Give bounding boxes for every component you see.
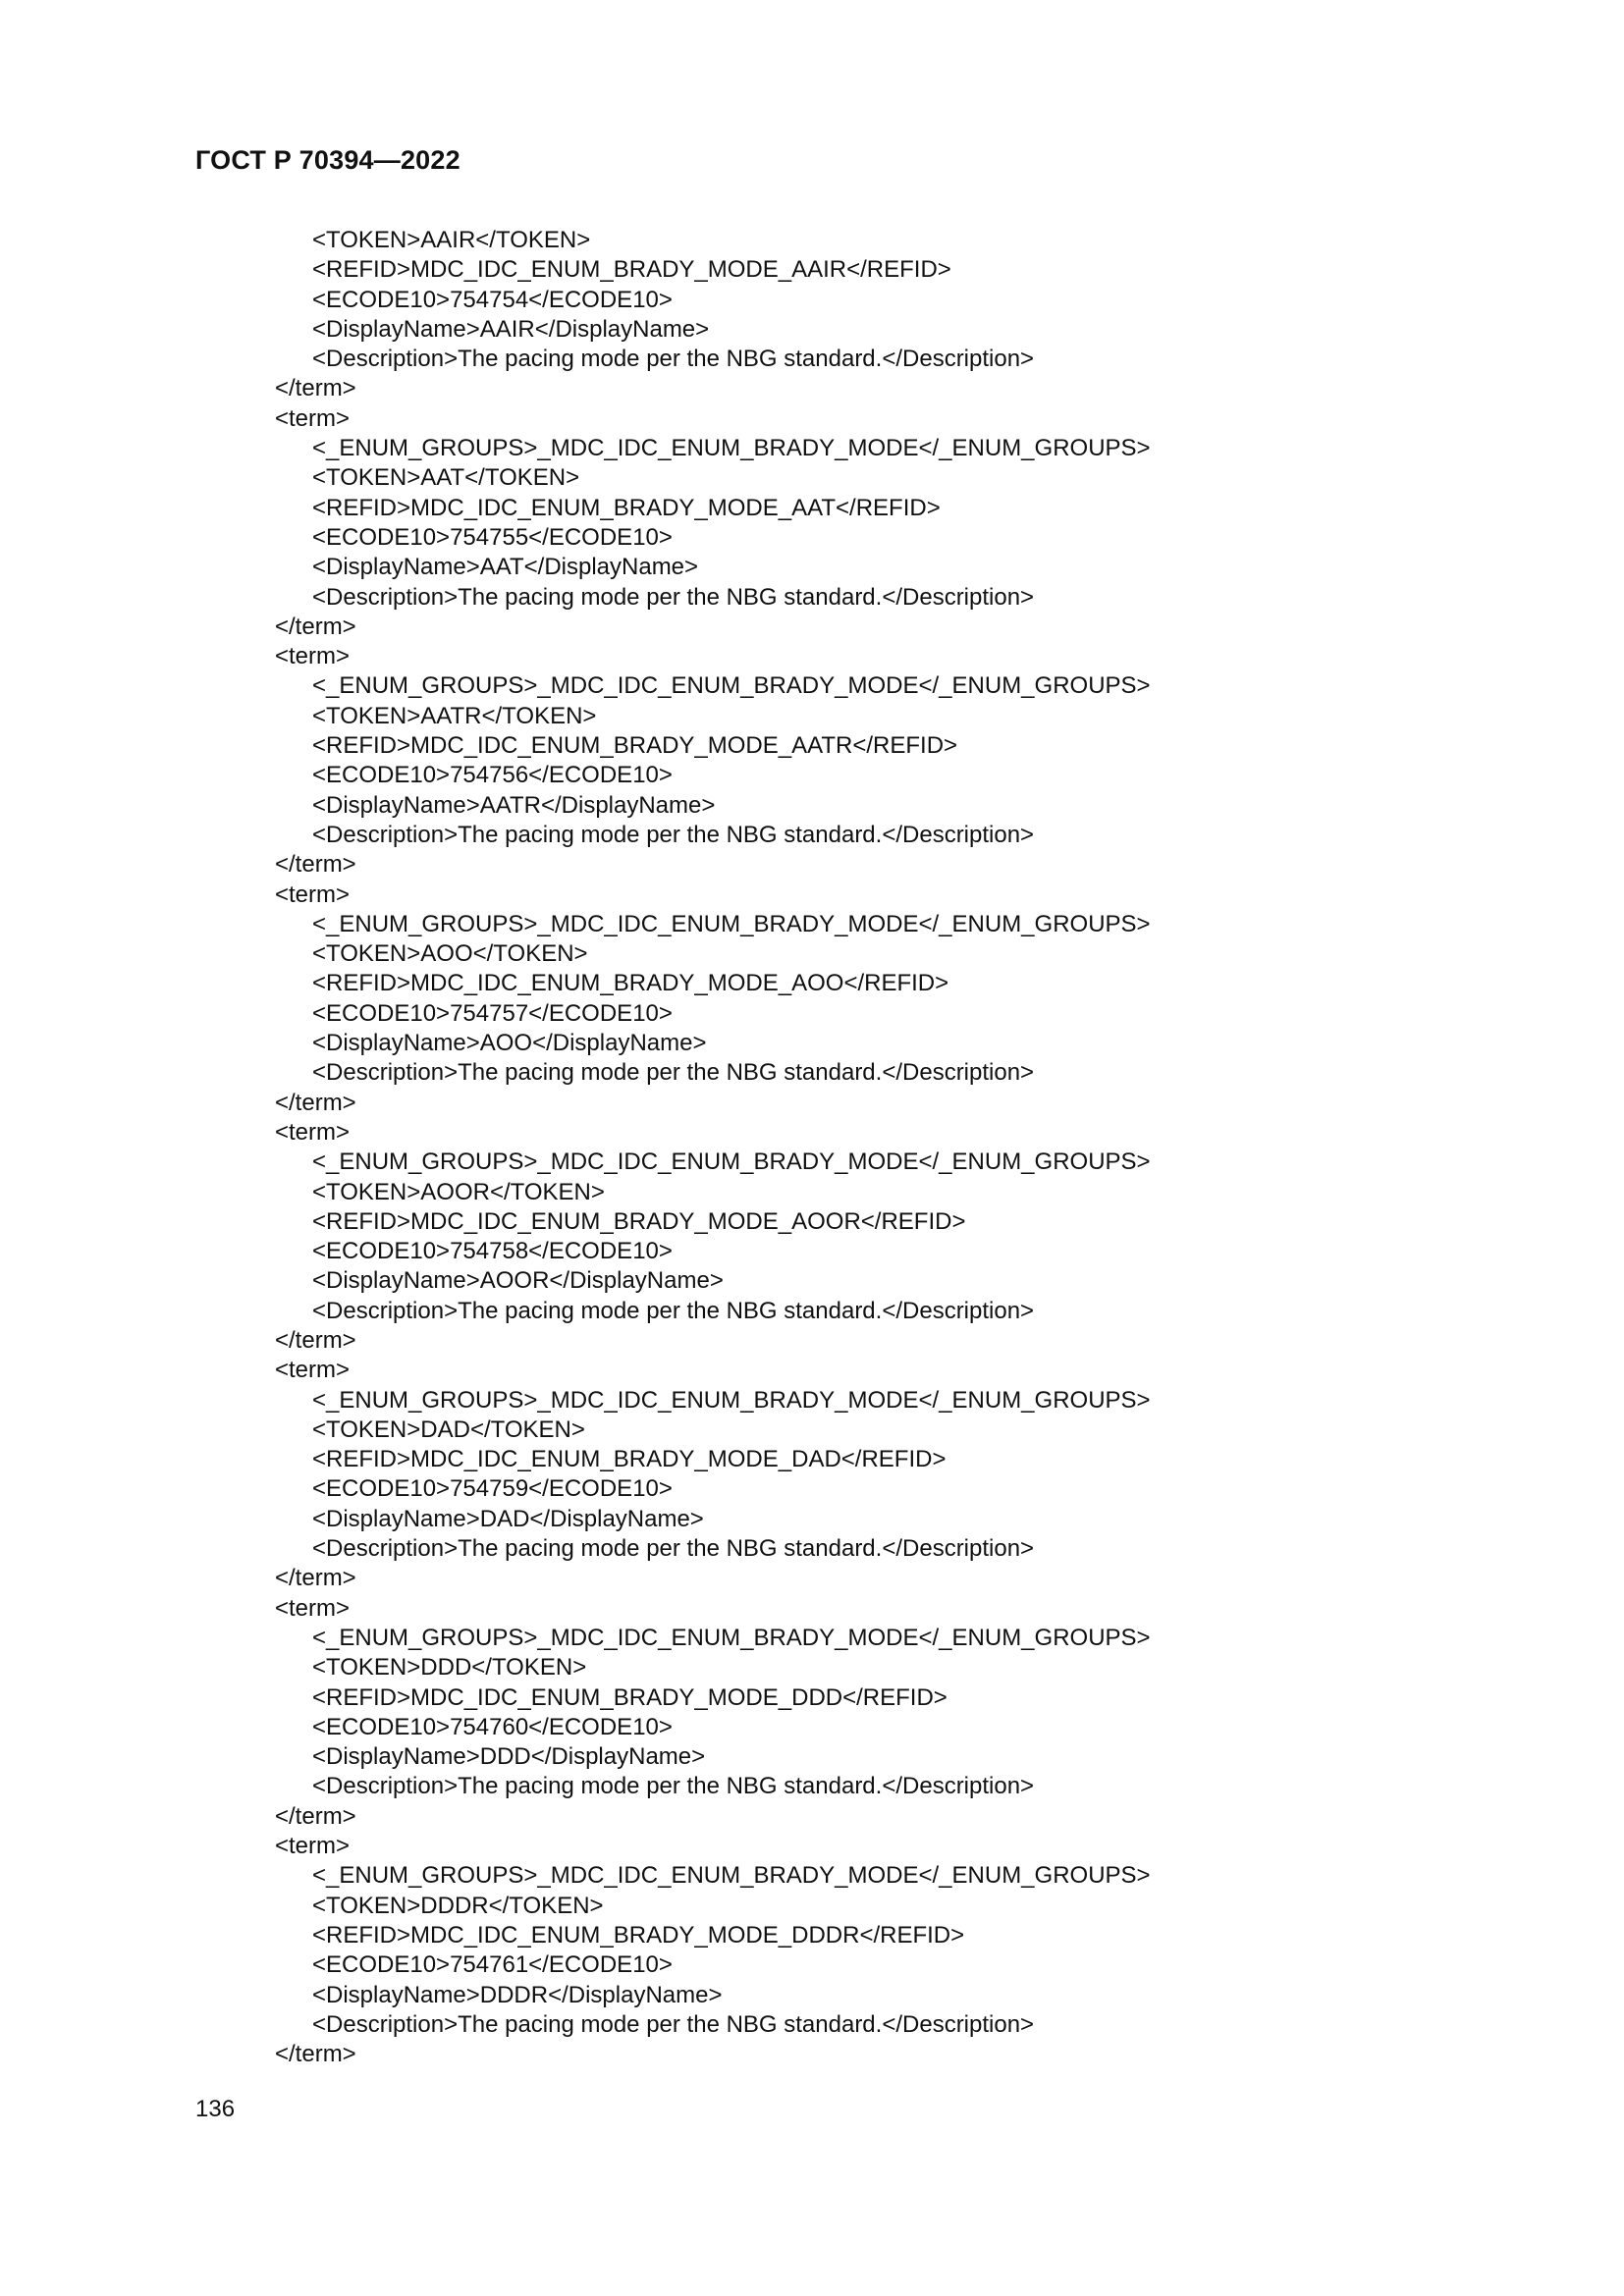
- code-line: <REFID>MDC_IDC_ENUM_BRADY_MODE_DDD</REFID>: [312, 1683, 947, 1711]
- code-line: <_ENUM_GROUPS>_MDC_IDC_ENUM_BRADY_MODE</_ENUM_GROUPS>: [312, 910, 1151, 937]
- code-line: <Description>The pacing mode per the NBG standard.</Description>: [312, 1297, 1035, 1324]
- code-line: <term>: [275, 1594, 351, 1622]
- code-line: <TOKEN>DDDR</TOKEN>: [312, 1892, 604, 1919]
- code-line: <TOKEN>AAT</TOKEN>: [312, 464, 580, 492]
- code-line: <Description>The pacing mode per the NBG standard.</Description>: [312, 1535, 1035, 1563]
- code-line: </term>: [275, 1802, 356, 1830]
- code-line: <DisplayName>DDD</DisplayName>: [312, 1743, 706, 1771]
- code-line: <_ENUM_GROUPS>_MDC_IDC_ENUM_BRADY_MODE</_ENUM_GROUPS>: [312, 672, 1151, 700]
- code-line: <ECODE10>754760</ECODE10>: [312, 1713, 673, 1740]
- code-line: <Description>The pacing mode per the NBG standard.</Description>: [312, 1059, 1035, 1087]
- code-line: <ECODE10>754756</ECODE10>: [312, 762, 673, 789]
- code-line: <TOKEN>DDD</TOKEN>: [312, 1654, 587, 1682]
- code-line: <ECODE10>754759</ECODE10>: [312, 1475, 673, 1503]
- code-line: <REFID>MDC_IDC_ENUM_BRADY_MODE_AOO</REFID>: [312, 970, 949, 997]
- code-line: <term>: [275, 643, 351, 670]
- code-line: </term>: [275, 613, 356, 640]
- code-line: <DisplayName>AAT</DisplayName>: [312, 554, 699, 581]
- code-line: <DisplayName>DDDR</DisplayName>: [312, 1981, 723, 2008]
- code-line: </term>: [275, 2041, 356, 2068]
- code-line: <ECODE10>754758</ECODE10>: [312, 1238, 673, 1265]
- code-line: </term>: [275, 1565, 356, 1592]
- code-line: <REFID>MDC_IDC_ENUM_BRADY_MODE_DDDR</REFID>: [312, 1921, 965, 1949]
- code-line: <REFID>MDC_IDC_ENUM_BRADY_MODE_AATR</REFID>: [312, 732, 958, 760]
- code-line: </term>: [275, 851, 356, 879]
- code-line: <TOKEN>AOOR</TOKEN>: [312, 1178, 605, 1205]
- code-line: <DisplayName>AOO</DisplayName>: [312, 1030, 707, 1057]
- code-line: <_ENUM_GROUPS>_MDC_IDC_ENUM_BRADY_MODE</_ENUM_GROUPS>: [312, 1386, 1151, 1414]
- code-line: <Description>The pacing mode per the NBG standard.</Description>: [312, 583, 1035, 611]
- code-line: </term>: [275, 1326, 356, 1354]
- code-line: <ECODE10>754757</ECODE10>: [312, 999, 673, 1027]
- code-line: <TOKEN>AAIR</TOKEN>: [312, 227, 591, 253]
- code-line: <DisplayName>AATR</DisplayName>: [312, 791, 716, 819]
- code-line: </term>: [275, 1089, 356, 1116]
- code-line: <term>: [275, 1357, 351, 1384]
- code-line: <DisplayName>AAIR</DisplayName>: [312, 315, 710, 343]
- code-line: <Description>The pacing mode per the NBG standard.</Description>: [312, 346, 1035, 373]
- code-line: <_ENUM_GROUPS>_MDC_IDC_ENUM_BRADY_MODE</_ENUM_GROUPS>: [312, 1862, 1151, 1890]
- code-line: <REFID>MDC_IDC_ENUM_BRADY_MODE_AAIR</REFID>: [312, 256, 951, 284]
- document-header: ГОСТ Р 70394—2022: [195, 145, 460, 175]
- code-line: <REFID>MDC_IDC_ENUM_BRADY_MODE_DAD</REFID>: [312, 1446, 947, 1473]
- code-line: <ECODE10>754754</ECODE10>: [312, 286, 673, 313]
- code-line: <ECODE10>754755</ECODE10>: [312, 523, 673, 551]
- code-line: <DisplayName>AOOR</DisplayName>: [312, 1267, 724, 1295]
- code-line: <term>: [275, 404, 351, 432]
- code-line: <TOKEN>AATR</TOKEN>: [312, 702, 597, 729]
- code-line: <_ENUM_GROUPS>_MDC_IDC_ENUM_BRADY_MODE</_ENUM_GROUPS>: [312, 1624, 1151, 1651]
- code-line: <ECODE10>754761</ECODE10>: [312, 1951, 673, 1979]
- code-line: <term>: [275, 1833, 351, 1860]
- code-line: <_ENUM_GROUPS>_MDC_IDC_ENUM_BRADY_MODE</_ENUM_GROUPS>: [312, 435, 1151, 462]
- code-line: <Description>The pacing mode per the NBG standard.</Description>: [312, 1773, 1035, 1800]
- code-line: <term>: [275, 881, 351, 908]
- xml-code-listing: [0, 226, 1624, 2069]
- code-line: <TOKEN>AOO</TOKEN>: [312, 940, 588, 968]
- code-line: <_ENUM_GROUPS>_MDC_IDC_ENUM_BRADY_MODE</_ENUM_GROUPS>: [312, 1148, 1151, 1176]
- page-number: 136: [195, 2096, 236, 2122]
- code-line: <TOKEN>DAD</TOKEN>: [312, 1415, 585, 1443]
- code-line: <Description>The pacing mode per the NBG standard.</Description>: [312, 821, 1035, 848]
- code-line: <REFID>MDC_IDC_ENUM_BRADY_MODE_AOOR</REFID>: [312, 1207, 966, 1235]
- code-line: <DisplayName>DAD</DisplayName>: [312, 1505, 704, 1532]
- code-line: </term>: [275, 375, 356, 402]
- code-line: <Description>The pacing mode per the NBG standard.</Description>: [312, 2010, 1035, 2038]
- code-line: <term>: [275, 1118, 351, 1146]
- code-line: <REFID>MDC_IDC_ENUM_BRADY_MODE_AAT</REFID>: [312, 494, 941, 521]
